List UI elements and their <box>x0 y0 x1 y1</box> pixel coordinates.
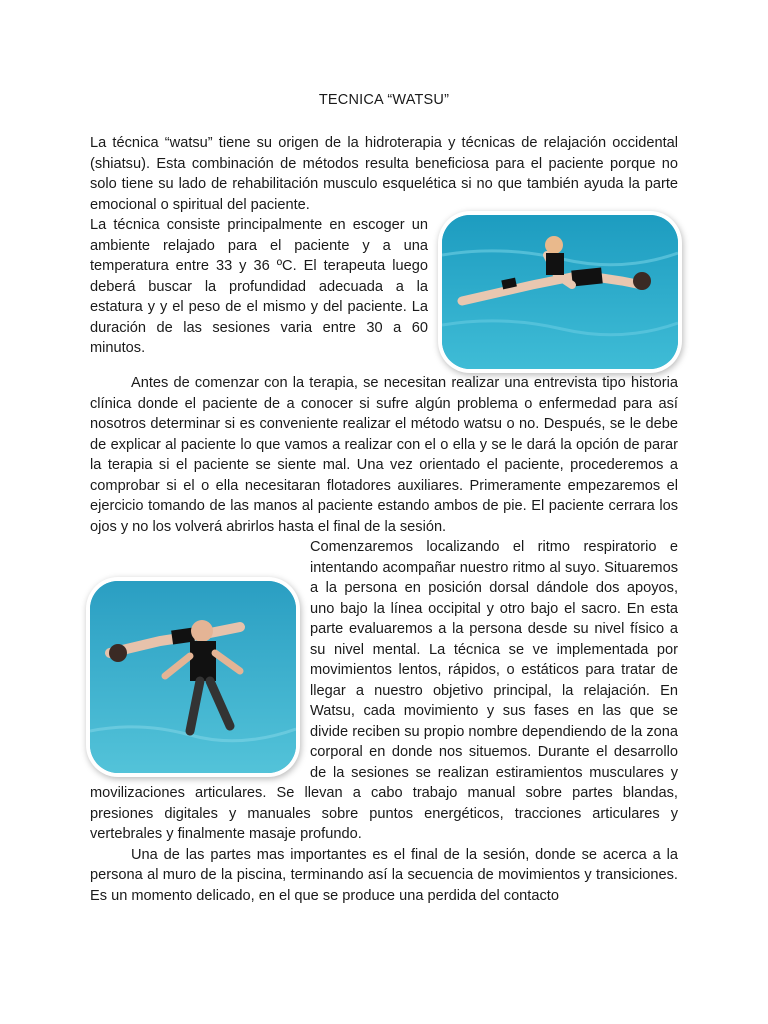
watsu-photo-2 <box>90 581 296 773</box>
pool-therapy-image-icon <box>90 581 296 773</box>
paragraph-2a: Antes de comenzar con la terapia, se necesitan realizar una entrevista tipo historia clínica donde el paciente de a conocer si sufre algún problema o enfermedad para así nosotros determinar si es conveniente realizar el método watsu o no. Después, se le debe de explicar al paciente lo que vamos a realizar con el o ella y se le dará la opción de parar la terapia si el paciente se siente mal. Una vez orientado el paciente, procederemos a comprobar si el o ella necesitaran flotadores auxiliares. Primeramente empezaremos el ejercicio tomando de las manos al paciente estando ambos de pie. El paciente cerrara los ojos y no los volverá abrirlos hasta el final de la sesión. <box>90 375 678 535</box>
paragraph-1a: La técnica “watsu” tiene su origen de la hidroterapia y técnicas de relajación occidental (shiatsu). Esta combinación de métodos resulta beneficiosa para el paciente porque no solo tiene su lado de rehabilitación musculo esquelética si no que también ayuda la parte emocional o spiritual del paciente. <box>90 135 678 213</box>
page-title: TECNICA “WATSU” <box>318 92 450 108</box>
paragraph-3: Una de las partes mas importantes es el final de la sesión, donde se acerca a la persona al muro de la piscina, terminando así la secuencia de movimientos y transiciones. Es un momento delicado, en el que se produce una perdida del contacto <box>90 846 678 904</box>
document-body <box>90 133 678 906</box>
paragraph-1b: La técnica consiste principalmente en escoger un ambiente relajado para el paciente y a una temperatura entre 33 y 36 ºC. El terapeuta luego deberá buscar la profundidad adecuada a la estatura y y el peso de el mismo y del paciente. La duración de las sesiones varia entre 30 a 60 minutos. <box>90 217 428 356</box>
paragraph-2b: Comenzaremos localizando el ritmo respiratorio e intentando acompañar nuestro ritmo al suyo. Situaremos a la persona en posición dorsal dándole dos apoyos, uno bajo la línea occipital y otro bajo el sacro. En esta parte evaluaremos a la persona desde su nivel físico a su nivel mental. La técnica se ve implementada por movimientos lentos, rápidos, o estáticos para tratar de llegar a nuestro objetivo principal, la relajación. En Watsu, cada movimiento y sus fases en las que se divide reciben su propio nombre dependiendo de la zona corporal en donde nos situemos. Durante el desarrollo de la sesiones se realizan estiramientos musculares y movilizaciones articulares. Se llevan a cabo trabajo manual sobre partes blandas, presiones digitales y manuales sobre puntos energéticos, tracciones articulares y vertebrales y finalmente masaje profundo. <box>90 539 678 842</box>
watsu-photo-1 <box>442 215 678 369</box>
pool-therapy-image-icon <box>442 215 678 369</box>
